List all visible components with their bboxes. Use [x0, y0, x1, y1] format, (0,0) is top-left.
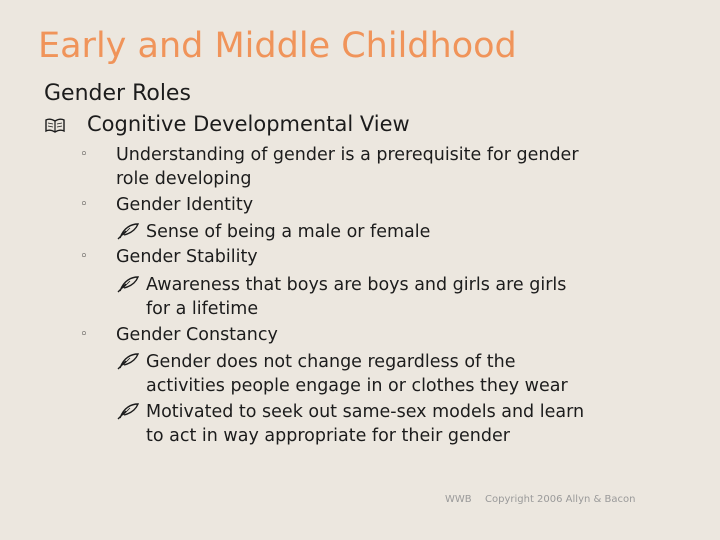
bullet-text-line: Understanding of gender is a prerequisite for gender [116, 145, 579, 165]
slide-heading: Gender Roles [44, 81, 191, 106]
footer-initials: WWB [445, 494, 472, 505]
open-book-icon [44, 114, 66, 136]
bullet-marker: ◦ [80, 249, 88, 264]
bullet-text-line: Gender Identity [116, 195, 254, 215]
sub-text-line: Sense of being a male or female [146, 222, 431, 242]
bullet-text-line: Gender Constancy [116, 325, 278, 345]
bullet-text-line: Gender Stability [116, 247, 258, 267]
quill-icon [116, 223, 140, 241]
quill-icon [116, 276, 140, 294]
level1-text: Cognitive Developmental View [87, 112, 410, 136]
bullet-marker: ◦ [80, 327, 88, 342]
sub-text-line: to act in way appropriate for their gender [146, 426, 510, 446]
bullet-text-line: role developing [116, 169, 252, 189]
quill-icon [116, 403, 140, 421]
quill-icon [116, 353, 140, 371]
sub-text-line: Motivated to seek out same-sex models and learn [146, 402, 585, 422]
sub-text-line: Gender does not change regardless of the [146, 352, 516, 372]
sub-text-line: Awareness that boys are boys and girls are girls [146, 275, 567, 295]
sub-text-line: activities people engage in or clothes they wear [146, 376, 568, 396]
sub-text-line: for a lifetime [146, 299, 259, 319]
bullet-marker: ◦ [80, 197, 88, 212]
bullet-marker: ◦ [80, 147, 88, 162]
slide-title: Early and Middle Childhood [38, 26, 517, 66]
footer-copyright: Copyright 2006 Allyn & Bacon [485, 494, 636, 505]
